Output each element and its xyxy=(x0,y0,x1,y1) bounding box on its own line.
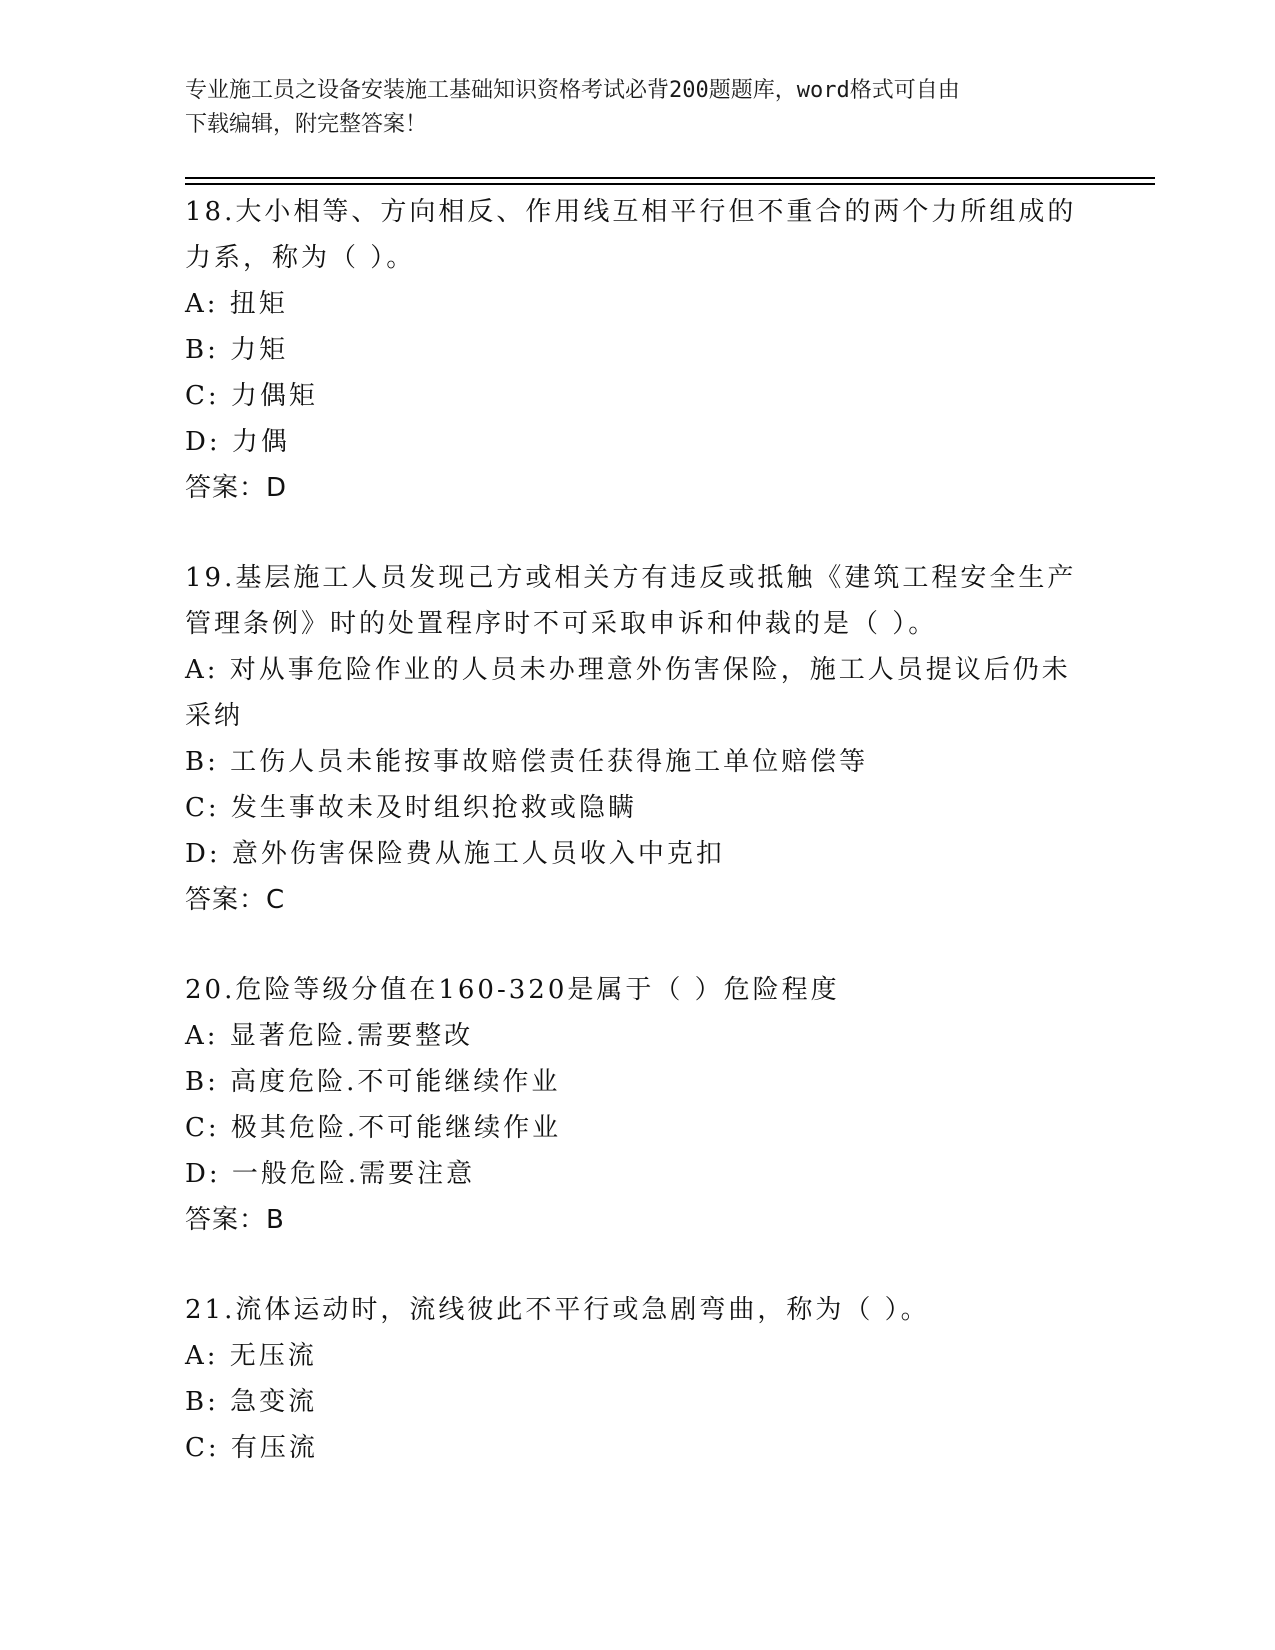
header-line-2: 下载编辑，附完整答案！ xyxy=(185,112,428,137)
question-21 xyxy=(185,1287,1085,1471)
question-stem: 21.流体运动时，流线彼此不平行或急剧弯曲，称为（ ）。 xyxy=(185,1295,930,1325)
question-20 xyxy=(185,967,1085,1243)
option-b: B: 力矩 xyxy=(185,335,289,365)
option-d: D: 意外伤害保险费从施工人员收入中克扣 xyxy=(185,839,725,869)
option-d: D: 力偶 xyxy=(185,427,290,457)
header-divider-top xyxy=(185,177,1155,179)
header-divider-bottom xyxy=(185,183,1155,185)
option-c: C: 力偶矩 xyxy=(185,381,318,411)
question-18 xyxy=(185,189,1085,511)
option-d: D: 一般危险.需要注意 xyxy=(185,1159,476,1189)
option-a: A: 无压流 xyxy=(185,1341,317,1371)
option-a-continued: 采纳 xyxy=(185,701,244,731)
answer-label: 答案：B xyxy=(185,1205,285,1235)
option-a: A: 显著危险.需要整改 xyxy=(185,1021,474,1051)
option-c: C: 极其危险.不可能继续作业 xyxy=(185,1113,562,1143)
option-b: B: 急变流 xyxy=(185,1387,318,1417)
option-b: B: 高度危险.不可能继续作业 xyxy=(185,1067,561,1097)
question-stem: 力系，称为（ ）。 xyxy=(185,243,416,273)
header-line-1: 专业施工员之设备安装施工基础知识资格考试必背200题题库，word格式可自由 xyxy=(185,78,960,103)
question-stem: 18.大小相等、方向相反、作用线互相平行但不重合的两个力所组成的 xyxy=(185,197,1077,227)
option-c: C: 发生事故未及时组织抢救或隐瞒 xyxy=(185,793,637,823)
question-19 xyxy=(185,555,1085,923)
document-header xyxy=(185,74,1065,142)
question-stem: 管理条例》时的处置程序时不可采取申诉和仲裁的是（ ）。 xyxy=(185,609,938,639)
option-a: A: 对从事危险作业的人员未办理意外伤害保险，施工人员提议后仍未 xyxy=(185,655,1071,685)
question-stem: 19.基层施工人员发现己方或相关方有违反或抵触《建筑工程安全生产 xyxy=(185,563,1077,593)
question-list xyxy=(185,189,1085,1471)
option-c: C: 有压流 xyxy=(185,1433,318,1463)
answer-label: 答案：C xyxy=(185,885,286,915)
option-a: A: 扭矩 xyxy=(185,289,288,319)
answer-label: 答案：D xyxy=(185,473,288,503)
question-stem: 20.危险等级分值在160-320是属于（ ）危险程度 xyxy=(185,975,840,1005)
option-b: B: 工伤人员未能按事故赔偿责任获得施工单位赔偿等 xyxy=(185,747,869,777)
